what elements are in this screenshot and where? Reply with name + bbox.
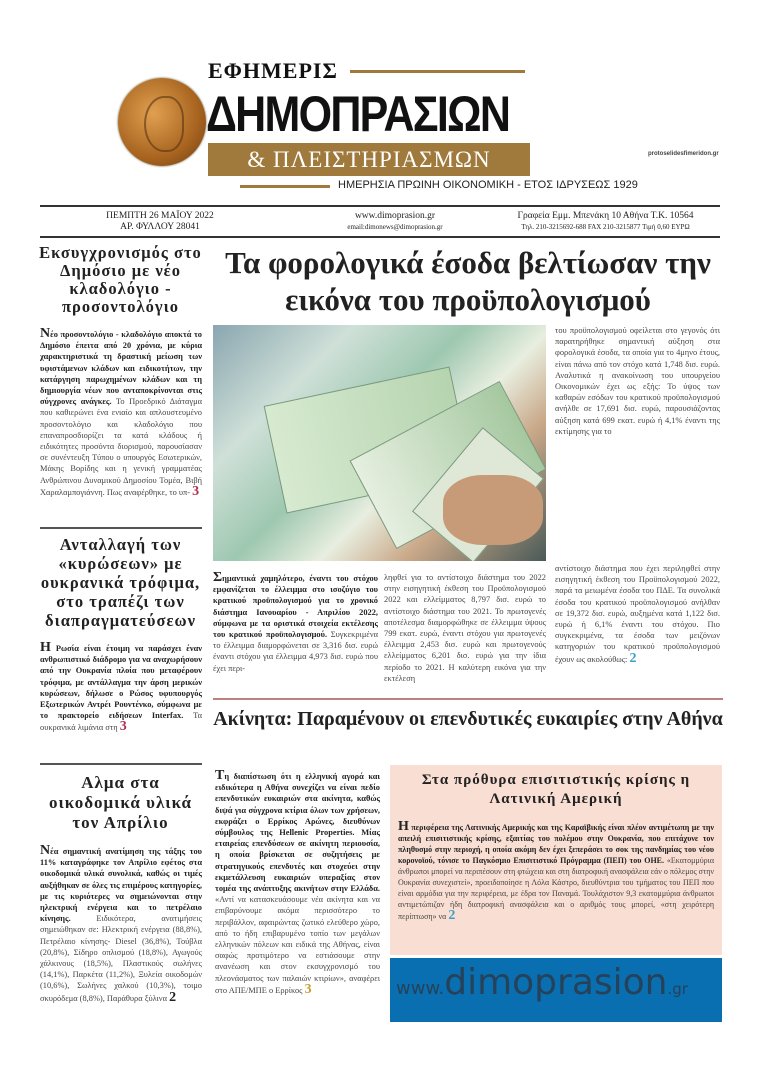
date: ΠΕΜΠΤΗ 26 ΜΑΪΟΥ 2022: [106, 211, 214, 221]
main-body-col4: αντίστοιχο διάστημα που έχει περιληφθεί στην εισηγητική έκθεση του Προϋπολογισμού 2022, παρά τα μειωμένα έσοδα του ΠΔΕ. Τα συνολικά έσοδα του κρατικού προϋπολογισμού ανήλθαν σε 19,372 δισ. ευρώ, αυξημένα κατά 1,122 δισ. ευρώ ή 6,1% έναντι του στόχου. Πιο συγκεκριμένα, τα έσοδα των μειζόνων κατηγοριών του κρατικού προϋπολογισμού έχουν ως ακολούθως: 2: [555, 564, 720, 666]
issue-number: ΑΡ. ΦΥΛΛΟΥ 28041: [120, 222, 200, 232]
article-headline[interactable]: Στα πρόθυρα επισιτιστικής κρίσης η Λατινική Αμερική: [421, 772, 691, 807]
issue-info: [95, 211, 225, 233]
watermark: protoselidesfimeridon.gr: [648, 151, 719, 157]
main-body-col3: του προϋπολογισμού οφείλεται στο γεγονός ότι παρατηρήθηκε σημαντική αύξηση στα φορολογικά έσοδα, τα οποία για το 4μηνο έτους, είναι πάνω από τον στόχο κατά 1,748 δισ. ευρώ. Αναλυτικά η ανακοίνωση του υπουργείου Οικονομικών έχει ως εξής: Το ύψος των καθαρών εσόδων του κρατικού προϋπολογισμού ανήλθε σε 17,691 δισ. ευρώ, παρουσιάζοντας αύξηση κατά 699 εκατ. ευρώ ή 4,1% έναντι της εκτίμησης για το: [555, 326, 720, 436]
masthead-kicker: ΕΦΗΜΕΡΙΣ: [208, 58, 338, 83]
masthead-title: ΔΗΜΟΠΡΑΣΙΩΝ: [206, 86, 510, 142]
masthead-subtitle: & ΠΛΕΙΣΤΗΡΙΑΣΜΩΝ: [208, 143, 530, 176]
divider: [240, 185, 330, 188]
divider: [350, 70, 525, 73]
left-article: [38, 773, 203, 1025]
divider: [40, 763, 202, 765]
contact-office: [488, 211, 723, 233]
logo-coin: [118, 78, 206, 166]
page-ref[interactable]: 2: [629, 650, 637, 666]
page-ref[interactable]: 2: [169, 989, 177, 1005]
main-photo: [213, 325, 546, 561]
latam-box: [390, 765, 722, 955]
page-ref[interactable]: 2: [448, 908, 456, 923]
article-body: Νέο προσοντολόγιο - κλαδολόγιο αποκτά το Δημόσιο έπειτα από 20 χρόνια, με κύρια χαρακτηριστικά τη δραστική μείωση των υφιστάμενων κλάδων και ειδικοτήτων, την κατάργηση παρωχημένων κλάδων και τη δημιουργία νέων που ανταποκρίνονται στις σύγχρονες ανάγκες. Το Προεδρικό Διάταγμα που καθιερώνει ένα ενιαίο και απλουστευμένο προσοντολόγιο και κλαδολόγιο που επαναπροσδιορίζει τα κατά κλάδους ή ειδικότητες προσόντα διορισμού, παρουσίασαν σε συνέντευξη Τύπου ο υπουργός Εσωτερικών, Μάκης Βορίδης και η γενική γραμματέας Ανθρώπινου Δυναμικού Δημοσίου Τομέα, Βιβή Χαραλαμπογιάννη. Πως αναφέρθηκε, το υπ- 3: [40, 328, 202, 499]
left-article: [38, 244, 203, 522]
page-ref[interactable]: 3: [192, 483, 200, 499]
contact-web: [325, 211, 465, 233]
divider: [40, 527, 202, 529]
article-body: Τη διαπίστωση ότι η ελληνική αγορά και ειδικότερα η Αθήνα συνεχίζει να είναι πεδίο επενδυτικών ευκαιριών στα ακίνητα, καθώς διψά για σύγχρονα κτίρια όλων των χρήσεων, εκφράζει ο Ερρίκος Αρώνες, διευθύνων σύμβουλος της Hellenic Properties. Μίας εταιρείας επενδύσεων σε ακίνητη περιουσία, η οποία βρίσκεται σε συζητήσεις με στρατηγικούς επενδυτές και στοχεύει στην εκμετάλλευση ευκαιριών υπεραξίας στον τομέα της ανάπτυξης ακινήτων στην Ελλάδα. «Αντί να κατασκευάσουμε νέα ακίνητα και να επιβαρύνουμε ακόμα περισσότερο το περιβάλλον, αφαιρώντας ζωτικό ελεύθερο χώρο, από το ήδη επιβαρυμένο τοπίο των μεγάλων ελληνικών πόλεων και ειδικά της Αθήνας, είναι σαφώς προτιμότερο να εστιάσουμε στην ανανέωση και στον εκσυγχρονισμό του πλεονάσματος των παλαιών κτιρίων», αναφέρει στο ΑΠΕ/ΜΠΕ ο Ερρίκος 3: [215, 770, 380, 997]
divider: [213, 698, 723, 700]
masthead-tagline: ΗΜΕΡΗΣΙΑ ΠΡΩΙΝΗ ΟΙΚΟΝΟΜΙΚΗ - ΕΤΟΣ ΙΔΡΥΣΕΩΣ 1929: [338, 179, 638, 191]
article-body: Η περιφέρεια της Λατινικής Αμερικής και της Καραϊβικής είναι πλέον αντιμέτωπη με την απειλή επισιτιστικής κρίσης, εξαιτίας του πολέμου στην Ουκρανία, που επιτάχυνε τον πληθυσμό στην περιοχή, η οποία ακόμη δεν έχει ξεπεράσει το σοκ της πανδημίας του νέου κορονοϊού, τόνισε το Παγκόσμιο Επισιτιστικό Πρόγραμμα (ΠΕΠ) του ΟΗΕ. «Εκατομμύρια άνθρωποι μπορεί να περιπέσουν στη φτώχεια και στη διατροφική ανασφάλεια εάν ο πόλεμος στην Ουκρανία συνεχιστεί», προειδοποίησε η Λόλα Κάστρο, διευθύντρια του τμήματος του ΠΕΠ που είναι αρμόδια για την περιφέρεια, με έδρα τον Παναμά. Τουλάχιστον 9,3 εκατομμύρια άνθρωποι αντιμετώπιζαν ήδη διατροφική ανασφάλεια και ο αριθμός τους μπορεί, «στη χειρότερη περίπτωση» να 2: [398, 821, 714, 923]
page-ref[interactable]: 3: [119, 719, 127, 735]
phones: Τηλ. 210-3215692-688 FAX 210-3215877 Τιμή 0,60 ΕΥΡΩ: [521, 223, 690, 231]
divider: [40, 236, 720, 238]
banner-name: dimoprasion: [444, 962, 668, 1003]
website-link[interactable]: www.dimoprasion.gr: [354, 211, 436, 221]
website-banner[interactable]: [390, 958, 722, 1022]
article-headline[interactable]: Ανταλλαγή των «κυρώσεων» με ουκρανικά τρόφιμα, στο τραπέζι των διαπραγματεύσεων: [40, 535, 201, 630]
article-body: Νέα σημαντική ανατίμηση της τάξης του 11% καταγράφηκε τον Απρίλιο εφέτος στα οικοδομικά υλικά συνολικά, καθώς οι τιμές αυξήθηκαν σε όλες τις επιμέρους κατηγορίες, με τις κυριότερες να σημειώνονται στην ηλεκτρική ενέργεια και το πετρέλαιο κίνησης. Ειδικότερα, ανατιμήσεις σημειώθηκαν σε: Ηλεκτρική ενέργεια (88,8%), Πετρέλαιο κίνησης- Diesel (36,8%), Τούβλα (20,8%), Σίδηρο οπλισμού (18,8%), Αγωγούς χάλκινους (18,5%), Πλαστικούς σωλήνες (14,1%), Παρκέτα (11,2%), Ξυλεία οικοδομών (10,6%), Σωλήνες χαλκού (10,3%), τοιμο σκυρόδεμα (8,8%), Παράθυρα ξύλινα 2: [40, 845, 202, 1005]
article-headline[interactable]: Ακίνητα: Παραμένουν οι επενδυτικές ευκαιρίες στην Αθήνα: [213, 708, 723, 730]
banner-tld: .gr: [667, 980, 688, 998]
main-body-col2: ληφθεί για το αντίστοιχο διάστημα του 2022 στην εισηγητική έκθεση του Προϋπολογισμού 2022 και ελλείμματος 8,797 δισ. ευρώ το αντίστοιχο διάστημα του 2021. Το πρωτογενές αποτέλεσμα διαμορφώθηκε σε έλλειμμα ύψους 799 εκατ. ευρώ, έναντι στόχου για πρωτογενές έλλειμμα 2,453 δισ. ευρώ και πρωτογενούς ελλείμματος 6,201 δισ. ευρώ για την ίδια περίοδο το 2021. Η καλύτερη εικόνα για την εκτέλεση: [384, 573, 546, 683]
article-headline[interactable]: Εκσυγχρονισμός στο Δημόσιο με νέο κλαδολόγιο - προσοντολόγιο: [39, 244, 202, 316]
page-ref[interactable]: 3: [304, 981, 312, 997]
divider: [40, 205, 720, 207]
main-headline[interactable]: Τα φορολογικά έσοδα βελτίωσαν την εικόνα του προϋπολογισμού: [225, 245, 711, 317]
article-headline[interactable]: Αλμα στα οικοδομικά υλικά τον Απρίλιο: [48, 773, 193, 832]
banner-www: www.: [396, 978, 445, 999]
article-body: Η Ρωσία είναι έτοιμη να παράσχει έναν ανθρωπιστικό διάδρομο για να αναχωρήσουν από την Ουκρανία πλοία που μεταφέρουν τρόφιμα, με αντάλλαγμα την άρση μερικών κυρώσεων, δήλωσε ο Ρώσος υφυπουργός Εξωτερικών Αντρέι Ρουντένκο, σύμφωνα με το πρακτορείο ειδήσεων Interfax. Τα ουκρανικά λιμάνια στη 3: [40, 642, 202, 735]
main-body-col1: Σημαντικά χαμηλότερο, έναντι του στόχου εμφανίζεται το έλλειμμα στο ισοζύγιο του κρατικού προϋπολογισμού για το χρονικό διάστημα Ιανουαρίου - Απριλίου 2022, σύμφωνα με τα οριστικά στοιχεία εκτέλεσης του κρατικού προϋπολογισμού. Συγκεκριμένα το έλλειμμα διαμορφώνεται σε 3,316 δισ. ευρώ έναντι στόχου για έλλειμμα 4,973 δισ. ευρώ που έχει περι-: [213, 572, 378, 673]
address: Γραφεία Εμμ. Μπενάκη 10 Αθήνα Τ.Κ. 10564: [517, 211, 694, 221]
email-link[interactable]: email:dimonews@dimoprasion.gr: [347, 223, 443, 231]
left-article: [38, 535, 203, 759]
